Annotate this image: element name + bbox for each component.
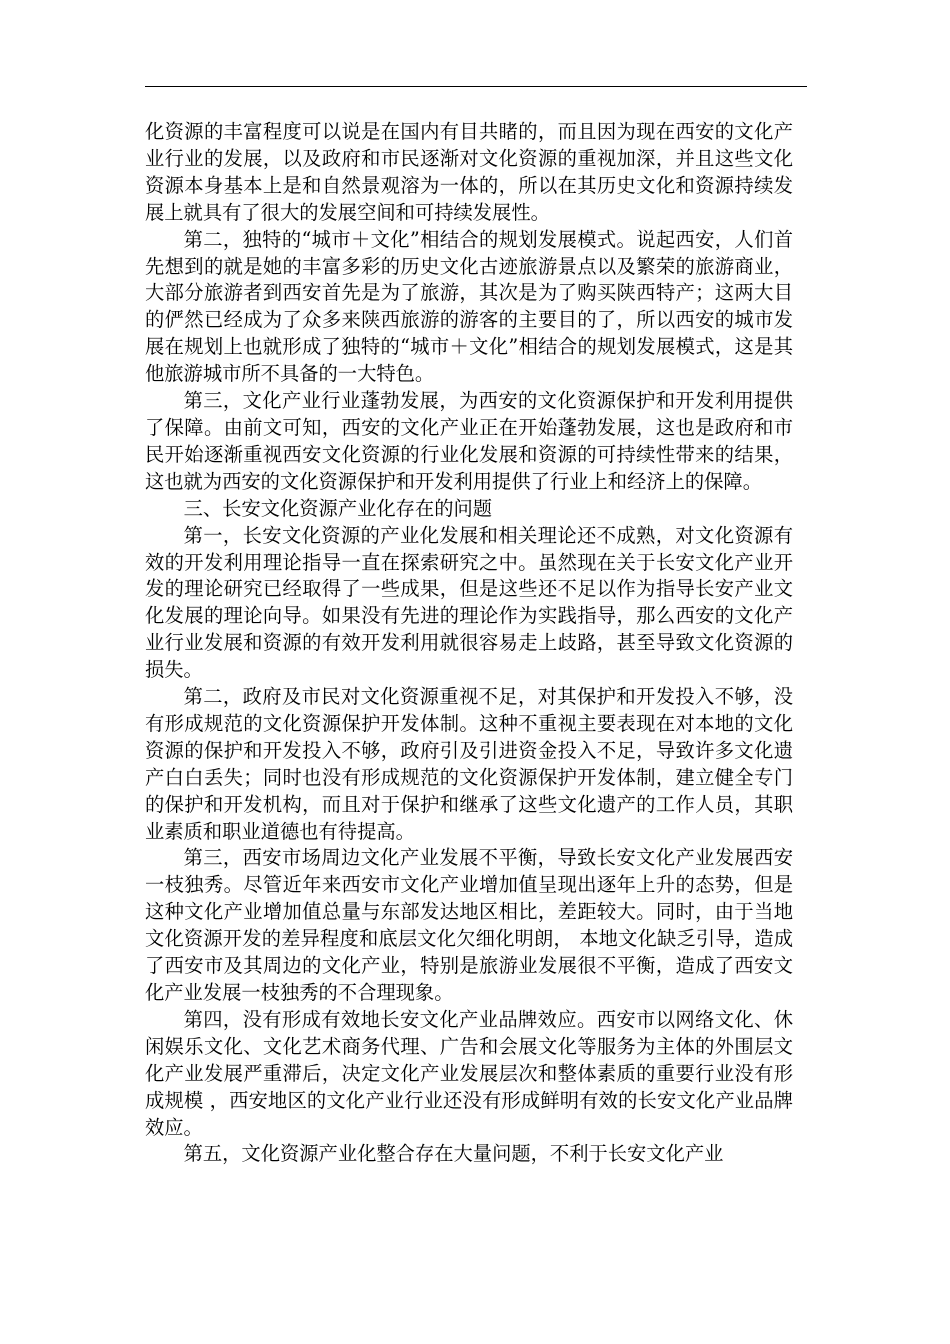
paragraph-4: 第一，长安文化资源的产业化发展和相关理论还不成熟，对文化资源有效的开发利用理论指导一直在探索研究之中。虽然现在关于长安文化产业开发的理论研究已经取得了一些成果，但是这些还不足以作为指导长安产业文化发展的理论向导。如果没有先进的理论作为实践指导，那么西安的文化产业行业发展和资源的有效开发利用就很容易走上歧路，甚至导致文化资源的损失。 bbox=[145, 523, 793, 682]
header-rule bbox=[145, 86, 807, 87]
paragraph-8: 第五，文化资源产业化整合存在大量问题，不利于长安文化产业 bbox=[183, 1142, 724, 1166]
paragraph-2: 第二，独特的“城市＋文化”相结合的规划发展模式。说起西安，人们首先想到的就是她的丰富多彩的历史文化古迹旅游景点以及繁荣的旅游商业，大部分旅游者到西安首先是为了旅游，其次是为了购买陕西特产；这两大目的俨然已经成为了众多来陕西旅游的游客的主要目的了，所以西安的城市发展在规划上也就形成了独特的“城市＋文化”相结合的规划发展模式，这是其他旅游城市所不具备的一大特色。 bbox=[145, 227, 793, 386]
body-text bbox=[145, 119, 793, 1168]
section-heading: 三、长安文化资源产业化存在的问题 bbox=[183, 496, 493, 520]
paragraph-6: 第三，西安市场周边文化产业发展不平衡，导致长安文化产业发展西安一枝独秀。尽管近年来西安市文化产业增加值呈现出逐年上升的态势，但是这种文化产业增加值总量与东部发达地区相比，差距较大。同时，由于当地文化资源开发的差异程度和底层文化欠细化明朗， 本地文化缺乏引导，造成了西安市及其周边的文化产业，特别是旅游业发展很不平衡，造成了西安文化产业发展一枝独秀的不合理现象。 bbox=[145, 846, 793, 1004]
paragraph-1: 化资源的丰富程度可以说是在国内有目共睹的，而且因为现在西安的文化产业行业的发展，以及政府和市民逐渐对文化资源的重视加深，并且这些文化资源本身基本上是和自然景观溶为一体的，所以在其历史文化和资源持续发展上就具有了很大的发展空间和可持续发展性。 bbox=[145, 120, 793, 224]
paragraph-3: 第三，文化产业行业蓬勃发展，为西安的文化资源保护和开发利用提供了保障。由前文可知，西安的文化产业正在开始蓬勃发展，这也是政府和市民开始逐渐重视西安文化资源的行业化发展和资源的可持续性带来的结果，这也就为西安的文化资源保护和开发利用提供了行业上和经济上的保障。 bbox=[145, 389, 793, 493]
paragraph-7: 第四，没有形成有效地长安文化产业品牌效应。西安市以网络文化、休闲娱乐文化、文化艺术商务代理、广告和会展文化等服务为主体的外围层文化产业发展严重滞后，决定文化产业发展层次和整体素质的重要行业没有形成规模 ，西安地区的文化产业行业还没有形成鲜明有效的长安文化产业品牌效应。 bbox=[145, 1007, 793, 1139]
paragraph-5: 第二，政府及市民对文化资源重视不足，对其保护和开发投入不够，没有形成规范的文化资源保护开发体制。这种不重视主要表现在对本地的文化资源的保护和开发投入不够，政府引及引进资金投入不足，导致许多文化遗产白白丢失；同时也没有形成规范的文化资源保护开发体制，建立健全专门的保护和开发机构，而且对于保护和继承了这些文化遗产的工作人员，其职业素质和职业道德也有待提高。 bbox=[145, 685, 793, 843]
